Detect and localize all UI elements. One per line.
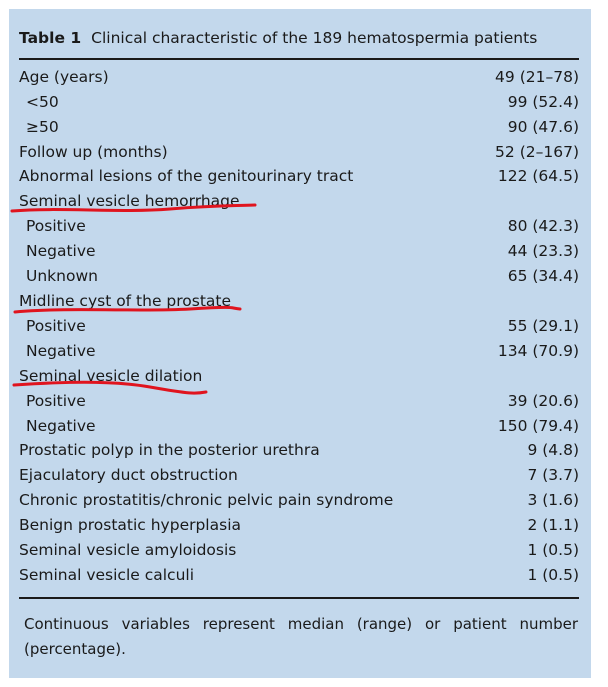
row-value: 55 (29.1) [507, 317, 579, 335]
row-label: Ejaculatory duct obstruction [19, 466, 238, 484]
row-value: 44 (23.3) [507, 242, 579, 260]
row-label: Negative [26, 417, 96, 435]
table-row [19, 339, 579, 364]
table-row [19, 488, 579, 513]
row-value: 52 (2–167) [495, 143, 579, 161]
row-value: 7 (3.7) [527, 466, 579, 484]
row-label: Seminal vesicle amyloidosis [19, 541, 237, 559]
table-panel [9, 9, 591, 678]
row-value: 80 (42.3) [507, 217, 579, 235]
row-label: Abnormal lesions of the genitourinary tract [19, 167, 354, 185]
row-label: Benign prostatic hyperplasia [19, 516, 241, 534]
row-label: Positive [26, 317, 86, 335]
table-row [19, 115, 579, 140]
table-row [19, 414, 579, 439]
row-value: 1 (0.5) [527, 566, 579, 584]
row-label: Unknown [26, 267, 98, 285]
table-row [19, 65, 579, 90]
row-value: 9 (4.8) [527, 441, 579, 459]
row-value: 3 (1.6) [527, 491, 579, 509]
table-row [19, 239, 579, 264]
section-label: Seminal vesicle dilation [19, 367, 203, 385]
row-label: Seminal vesicle calculi [19, 566, 195, 584]
row-value: 90 (47.6) [507, 118, 579, 136]
table-row [19, 214, 579, 239]
table-title [19, 29, 537, 47]
table-caption: Clinical characteristic of the 189 hematospermia patients [91, 29, 538, 47]
table-row [19, 463, 579, 488]
row-value: 39 (20.6) [507, 392, 579, 410]
row-label: Prostatic polyp in the posterior urethra [19, 441, 320, 459]
table-row-section [19, 189, 579, 214]
row-label: <50 [26, 93, 59, 111]
table-bottom-rule [19, 597, 579, 599]
row-value: 1 (0.5) [527, 541, 579, 559]
table-row [19, 140, 579, 165]
table-row [19, 538, 579, 563]
row-label: ≥50 [26, 118, 59, 136]
row-value: 99 (52.4) [507, 93, 579, 111]
table-row-section [19, 289, 579, 314]
table-label: Table 1 [19, 29, 82, 47]
row-value: 122 (64.5) [497, 167, 579, 185]
table-row [19, 90, 579, 115]
table-row [19, 264, 579, 289]
row-label: Follow up (months) [19, 143, 168, 161]
row-value: 49 (21–78) [495, 68, 579, 86]
row-label: Negative [26, 342, 96, 360]
table-top-rule [19, 58, 579, 60]
row-label: Positive [26, 217, 86, 235]
table-row [19, 314, 579, 339]
table-row [19, 164, 579, 189]
table-row-section [19, 364, 579, 389]
row-label: Age (years) [19, 68, 109, 86]
row-label: Positive [26, 392, 86, 410]
row-value: 2 (1.1) [527, 516, 579, 534]
table-row [19, 563, 579, 588]
section-label: Midline cyst of the prostate [19, 292, 232, 310]
row-label: Chronic prostatitis/chronic pelvic pain syndrome [19, 491, 394, 509]
table-row [19, 389, 579, 414]
row-label: Negative [26, 242, 96, 260]
section-label: Seminal vesicle hemorrhage [19, 192, 240, 210]
table-footnote: Continuous variables represent median (range) or patient number (percentage). [24, 615, 578, 658]
table-row [19, 438, 579, 463]
row-value: 150 (79.4) [497, 417, 579, 435]
row-value: 134 (70.9) [497, 342, 579, 360]
table-row [19, 513, 579, 538]
row-value: 65 (34.4) [507, 267, 579, 285]
